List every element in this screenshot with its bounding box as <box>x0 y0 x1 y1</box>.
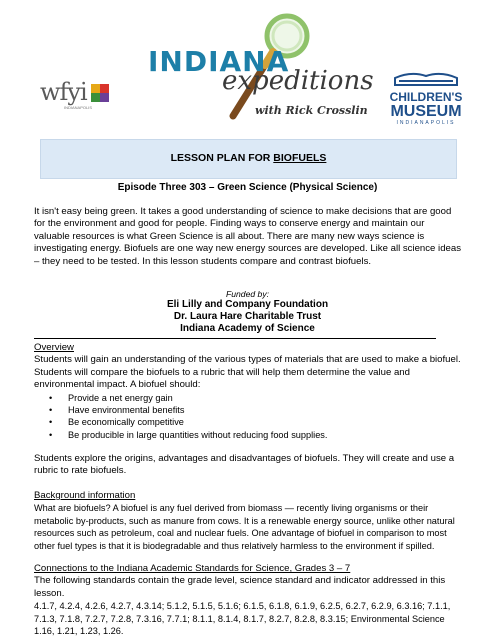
lesson-plan-title-prefix: LESSON PLAN FOR <box>170 152 274 164</box>
expeditions-title: expeditions <box>222 66 374 96</box>
indiana-title: INDIANA <box>148 45 290 78</box>
wfyi-logo-text: wfyi <box>40 78 87 106</box>
funder-item: Eli Lilly and Company Foundation <box>166 299 329 310</box>
page-header <box>0 0 495 138</box>
intro-paragraph: It isn't easy being green. It takes a good understanding of science to make decisions that are good for the environment and good for people. Finding ways to conserve energy and maintain our valuable resources is what Green Science is all about. There are many new ways science is investigating energy. Biofuels are one way new energy sources are developed. Like all science ideas – they need to be tested. In this lesson students compare and contrast biofuels. <box>34 206 461 267</box>
section-divider <box>34 338 436 339</box>
funders-list <box>34 299 461 335</box>
standards-section <box>34 563 461 637</box>
lesson-plan-banner <box>40 139 457 179</box>
museum-name-line1: CHILDREN'S <box>389 90 463 104</box>
museum-name-line2: MUSEUM <box>390 103 462 120</box>
lesson-plan-topic: BIOFUELS <box>273 152 327 164</box>
lesson-plan-title <box>41 152 456 164</box>
wfyi-logo-subtext: INDIANAPOLIS <box>64 105 93 110</box>
list-item: • Be producible in large quantities without reducing food supplies. <box>34 429 461 441</box>
overview-section <box>34 342 461 441</box>
wfyi-color-square-icon <box>91 84 109 102</box>
wfyi-logo <box>40 78 93 110</box>
explore-paragraph: Students explore the origins, advantages and disadvantages of biofuels. They will create and use a rubric to rate biofuels. <box>34 453 455 477</box>
museum-name-line3: INDIANAPOLIS <box>396 120 456 126</box>
list-item: • Be economically competitive <box>34 416 461 428</box>
list-item: • Have environmental benefits <box>34 404 461 416</box>
background-text: What are biofuels? A biofuel is any fuel derived from biomass — recently living organisms or their metabolic by-products, such as manure from cows. It is a renewable energy source, unlike other natural resources such as petroleum, coal and nuclear fuels. One advantage of biofuel in comparison to most other fuel types is that it is biodegradable and thus relatively harmless to the environment if spilled. <box>34 503 455 551</box>
standards-heading: Connections to the Indiana Academic Standards for Science, Grades 3 – 7 <box>34 563 351 574</box>
host-credit: with Rick Crosslin <box>255 104 368 117</box>
museum-building-icon <box>391 72 461 86</box>
overview-heading: Overview <box>34 342 74 353</box>
funder-item: Indiana Academy of Science <box>180 323 315 334</box>
standards-intro: The following standards contain the grade level, science standard and indicator addressed in this lesson. <box>34 575 446 599</box>
funder-item: Dr. Laura Hare Charitable Trust <box>173 311 322 322</box>
list-item: • Provide a net energy gain <box>34 392 461 404</box>
standards-list: 4.1.7, 4.2.4, 4.2.6, 4.2.7, 4.3.14; 5.1.2, 5.1.5, 5.1.6; 6.1.5, 6.1.8, 6.1.9, 6.2.5, 6.2.7, 6.2.9, 6.3.16; 7.1.1, 7.1.3, 7.1.8, 7.2.7, 7.2.8, 7.3.16, 7.7.1; 8.1.1, 8.1.4, 8.1.7, 8.2.7, 8.2.8, 8.3.15; Environmental Science 1.16, 1.21, 1.23, 1.26. <box>34 601 451 637</box>
biofuel-criteria-list <box>34 392 461 442</box>
background-section <box>34 490 461 552</box>
overview-text: Students will gain an understanding of the various types of materials that are used to make a biofuel. Students will compare the biofuels to a rubric that will help them determine the value and environmental impact. A biofuel should: <box>34 354 461 391</box>
funded-by-label: Funded by: <box>226 289 269 299</box>
episode-heading: Episode Three 303 – Green Science (Physical Science) <box>117 182 378 193</box>
childrens-museum-logo <box>386 72 466 126</box>
background-heading: Background information <box>34 490 136 501</box>
